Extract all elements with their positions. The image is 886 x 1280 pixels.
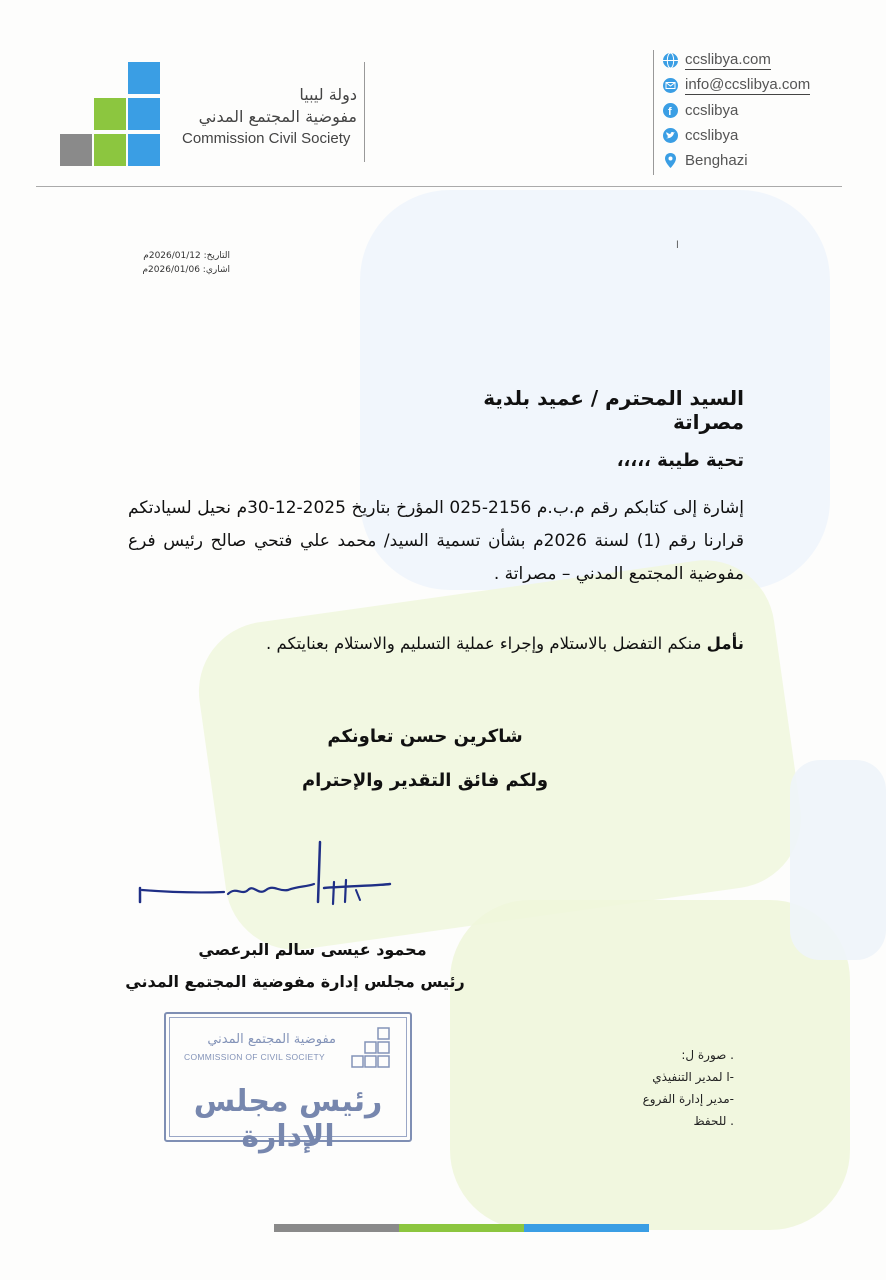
org-name-english: Commission Civil Society [182,130,351,147]
footer-bar-blue [524,1224,649,1232]
carbon-copy-list [630,1044,734,1132]
cc-heading: . صورة ل: [681,1048,734,1062]
letter-body: إشارة إلى كتابكم رقم م.ب.م 2156-025 المؤرخ بتاريخ 2025-12-30م نحيل لسيادتكم قرارنا رقم (1) لسنة 2026م بشأن تسمية السيد/ محمد علي فتحي صالح رئيس فرع مفوضية المجتمع المدني – مصراتة . [128,498,744,584]
facebook-icon [662,102,679,119]
handwritten-signature [128,840,398,920]
contact-website[interactable] [662,48,842,73]
contact-email[interactable] [662,73,842,98]
ccs-logo-icon [60,62,164,168]
footer-bar-green [399,1224,524,1232]
location-icon [662,152,679,169]
globe-icon [662,52,679,69]
request-text: منكم التفضل بالاستلام وإجراء عملية التسليم والاستلام بعنايتكم . [266,634,707,653]
addressee: السيد المحترم / عميد بلدية مصراتة [483,386,744,434]
stamp-org-english: COMMISSION OF CIVIL SOCIETY [184,1052,325,1062]
stamp-title: رئيس مجلس الإدارة [193,1084,383,1154]
contact-location[interactable] [662,148,842,173]
location-text: Benghazi [685,152,748,169]
footer-bar-gray [274,1224,399,1232]
letter-reference: اشاري: 2026/01/06م [142,265,230,275]
header-divider-left [364,62,365,162]
header-divider-right [653,50,654,175]
twitter-text: ccslibya [685,127,739,144]
watermark-blue-shape-2 [790,760,886,960]
cc-item: -ا لمدير التنفيذي [652,1070,734,1084]
email-text: info@ccslibya.com [685,76,811,93]
page-mark: ا [676,240,679,251]
letter-meta [128,249,230,277]
letterhead [0,0,886,200]
contact-facebook[interactable] [662,98,842,123]
svg-text:f: f [668,106,672,118]
stamp-org-arabic: مفوضية المجتمع المدني [207,1032,336,1047]
cc-item: -مدير إدارة الفروع [642,1092,734,1106]
website-text: ccslibya.com [685,51,771,68]
request-bold: نأمل [706,634,744,653]
footer-color-bar [274,1224,649,1232]
signatory-name: محمود عيسى سالم البرعصي [198,940,427,959]
stamp-logo-icon [350,1026,392,1070]
letter-date: التاريخ: 2026/01/12م [143,251,230,261]
facebook-text: ccslibya [685,102,739,119]
closing-thanks: شاكرين حسن تعاونكم [327,726,523,747]
official-stamp [164,1012,412,1154]
contact-twitter[interactable] [662,123,842,148]
contact-info [662,48,842,173]
org-country: دولة ليبيا [299,85,357,104]
header-rule [36,186,842,187]
cc-item: . للحفظ [693,1114,734,1128]
request-line [198,634,744,653]
org-name-arabic: مفوضية المجتمع المدني [198,107,357,126]
email-icon [662,77,679,94]
twitter-icon [662,127,679,144]
signatory-title: رئيس مجلس إدارة مفوضية المجتمع المدني [125,972,465,991]
closing-regards: ولكم فائق التقدير والإحترام [301,770,549,791]
greeting: تحية طيبة ،،،،، [616,450,744,471]
organization-name [182,84,357,150]
